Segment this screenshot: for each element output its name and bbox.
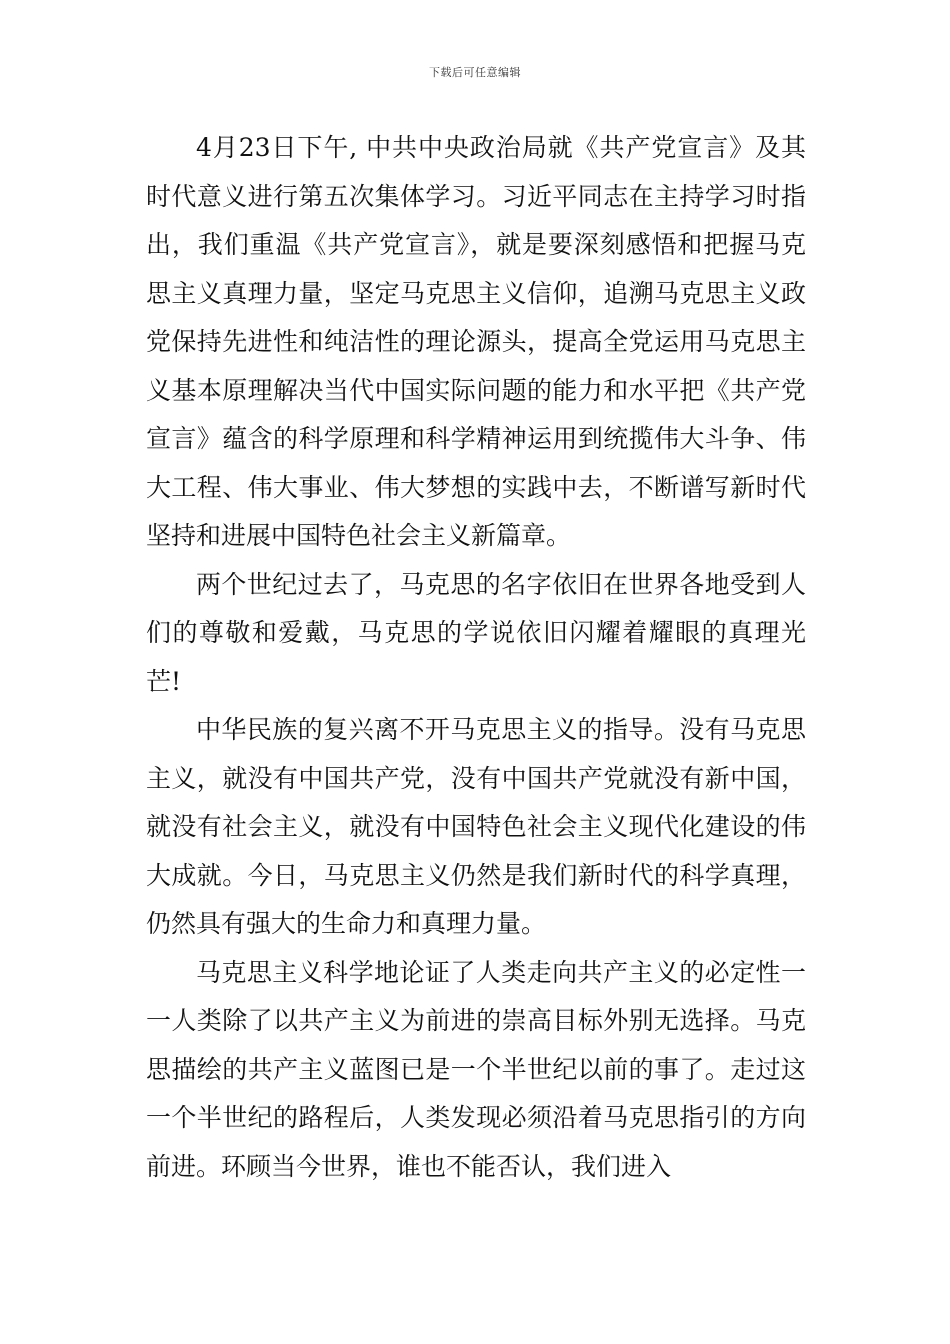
paragraph-4: 马克思主义科学地论证了人类走向共产主义的必定性一一人类除了以共产主义为前进的崇高目标外别无选择。马克思描绘的共产主义蓝图已是一个半世纪以前的事了。走过这一个半世纪的路程后，人类发现必须沿着马克思指引的方向前进。环顾当今世界，谁也不能否认，我们进入	[146, 957, 806, 1181]
paragraph-2: 两个世纪过去了，马克思的名字依旧在世界各地受到人们的尊敬和爱戴，马克思的学说依旧闪耀着耀眼的真理光芒!	[146, 569, 806, 696]
paragraph-1: 4月23日下午, 中共中央政治局就《共产党宣言》及其时代意义进行第五次集体学习。习近平同志在主持学习时指出，我们重温《共产党宣言》，就是要深刻感悟和把握马克思主义真理力量，坚定马克思主义信仰，追溯马克思主义政党保持先进性和纯洁性的理论源头，提高全党运用马克思主义基本原理解决当代中国实际问题的能力和水平把《共产党宣言》蕴含的科学原理和科学精神运用到统揽伟大斗争、伟大工程、伟大事业、伟大梦想的实践中去，不断谱写新时代坚持和进展中国特色社会主义新篇章。	[146, 133, 806, 550]
paragraph-3: 中华民族的复兴离不开马克思主义的指导。没有马克思主义，就没有中国共产党，没有中国共产党就没有新中国，就没有社会主义，就没有中国特色社会主义现代化建设的伟大成就。今日，马克思主义仍然是我们新时代的科学真理，仍然具有强大的生命力和真理力量。	[146, 715, 806, 938]
page-header: 下载后可任意编辑	[429, 66, 521, 79]
document-body	[146, 124, 806, 1191]
